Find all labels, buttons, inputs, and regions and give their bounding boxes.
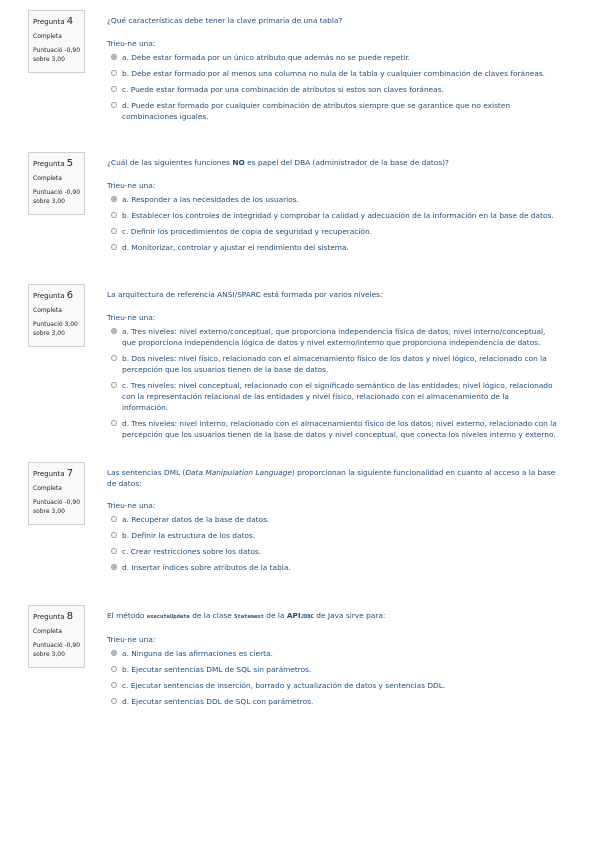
answer-option-a[interactable]: a. Tres niveles: nivel externo/conceptual, que proporciona independencia física de datos; nivel interno/conceptual, que proporciona independencia lógica de datos y nivel externo/interno que proporciona independencia de datos. [107, 326, 557, 348]
answer-option-d[interactable]: d. Insertar índices sobre atributos de la tabla. [107, 562, 557, 573]
radio-button[interactable] [111, 54, 117, 60]
radio-button[interactable] [111, 102, 117, 108]
radio-button[interactable] [111, 355, 117, 361]
question-content [107, 16, 557, 127]
radio-button[interactable] [111, 564, 117, 570]
answer-option-b[interactable]: b. Ejecutar sentencias DML de SQL sin parámetros. [107, 664, 557, 675]
radio-button[interactable] [111, 70, 117, 76]
answer-option-d[interactable]: d. Monitorizar, controlar y ajustar el rendimiento del sistema. [107, 242, 557, 253]
answer-option-d[interactable]: d. Ejecutar sentencias DDL de SQL con parámetros. [107, 696, 557, 707]
question-state: Completa [33, 485, 62, 492]
question-score: Puntuació -0,90 sobre 3,00 [33, 189, 81, 205]
answer-option-c[interactable]: c. Crear restricciones sobre los datos. [107, 546, 557, 557]
question-score: Puntuació -0,90 sobre 3,00 [33, 499, 81, 515]
choose-one-prompt: Trieu-ne una: [107, 634, 156, 644]
question-info-box [28, 462, 85, 525]
question-text: ¿Cuál de las siguientes funciones NO es papel del DBA (administrador de la base de datos)? [107, 158, 449, 167]
question-score: Puntuació 3,00 sobre 3,00 [33, 321, 78, 337]
choose-one-prompt: Trieu-ne una: [107, 38, 156, 48]
answer-option-d[interactable]: d. Tres niveles: nivel interno, relacionado con el almacenamiento físico de los datos; nivel externo, relacionado con la percepción que los usuarios tienen de la base de datos y nivel conceptual, que conecta los niveles interno y externo. [107, 418, 557, 440]
radio-button[interactable] [111, 212, 117, 218]
choose-one-prompt: Trieu-ne una: [107, 180, 156, 190]
answer-option-c[interactable]: c. Definir los procedimientos de copia de seguridad y recuperación. [107, 226, 557, 237]
question-state: Completa [33, 175, 62, 182]
question-text: Las sentencias DML (Data Manipulation Language) proporcionan la siguiente funcionalidad en cuanto al acceso a la base de datos: [107, 468, 556, 488]
choose-one-prompt: Trieu-ne una: [107, 501, 156, 510]
question-score: Puntuació -0,90 sobre 3,00 [33, 47, 81, 63]
question-info-box [28, 10, 85, 73]
radio-button[interactable] [111, 650, 117, 656]
question-state: Completa [33, 33, 62, 40]
radio-button[interactable] [111, 196, 117, 202]
choose-one-prompt: Trieu-ne una: [107, 312, 156, 322]
question-state: Completa [33, 307, 62, 314]
question-number: Pregunta 7 [33, 468, 74, 479]
radio-button[interactable] [111, 420, 117, 426]
question-number: Pregunta 8 [33, 611, 74, 622]
question-content [107, 290, 557, 445]
radio-button[interactable] [111, 548, 117, 554]
question-content [107, 468, 557, 578]
question-text: La arquitectura de referencia ANSI/SPARC está formada por varios niveles: [107, 290, 383, 299]
radio-button[interactable] [111, 698, 117, 704]
answer-option-a[interactable]: a. Recuperar datos de la base de datos. [107, 514, 557, 525]
radio-button[interactable] [111, 382, 117, 388]
question-info-box [28, 284, 85, 347]
answer-option-c[interactable]: c. Tres niveles: nivel conceptual, relacionado con el significado semántico de las entidades; nivel lógico, relacionado con la representación relacional de las entidades y nivel físico, relacionado con el almacenamiento de la información. [107, 380, 557, 413]
answer-option-b[interactable]: b. Dos niveles: nivel físico, relacionado con el almacenamiento físico de los datos y nivel lógico, relacionado con la percepción que los usuarios tienen de la base de datos. [107, 353, 557, 375]
answer-option-a[interactable]: a. Debe estar formada por un único atributo que además no se puede repetir. [107, 52, 557, 63]
radio-button[interactable] [111, 516, 117, 522]
answer-option-b[interactable]: b. Debe estar formado por al menos una columna no nula de la tabla y cualquier combinación de claves foráneas. [107, 68, 557, 79]
radio-button[interactable] [111, 666, 117, 672]
radio-button[interactable] [111, 86, 117, 92]
answer-option-a[interactable]: a. Responder a las necesidades de los usuarios. [107, 194, 557, 205]
question-score: Puntuació -0,90 sobre 3,00 [33, 642, 81, 658]
question-number: Pregunta 4 [33, 16, 74, 27]
answer-option-c[interactable]: c. Ejecutar sentencias de inserción, borrado y actualización de datos y sentencias DDL. [107, 680, 557, 691]
question-number: Pregunta 6 [33, 290, 74, 301]
answer-option-b[interactable]: b. Definir la estructura de los datos. [107, 530, 557, 541]
question-content [107, 611, 557, 712]
radio-button[interactable] [111, 228, 117, 234]
radio-button[interactable] [111, 244, 117, 250]
question-content [107, 158, 557, 258]
radio-button[interactable] [111, 328, 117, 334]
question-info-box [28, 605, 85, 668]
answer-option-d[interactable]: d. Puede estar formado por cualquier combinación de atributos siempre que se garantice que no existen combinaciones iguales. [107, 100, 557, 122]
question-text: ¿Qué características debe tener la clave primaria de una tabla? [107, 16, 343, 25]
answer-option-b[interactable]: b. Establecer los controles de integridad y comprobar la calidad y adecuación de la información en la base de datos. [107, 210, 557, 221]
question-text: El método executeUpdate de la clase Statement de la APIJDBC de Java sirve para: [107, 611, 386, 620]
question-info-box [28, 152, 85, 215]
answer-option-c[interactable]: c. Puede estar formada por una combinación de atributos si estos son claves foráneas. [107, 84, 557, 95]
answer-option-a[interactable]: a. Ninguna de las afirmaciones es cierta. [107, 648, 557, 659]
question-state: Completa [33, 628, 62, 635]
radio-button[interactable] [111, 682, 117, 688]
question-number: Pregunta 5 [33, 158, 74, 169]
radio-button[interactable] [111, 532, 117, 538]
